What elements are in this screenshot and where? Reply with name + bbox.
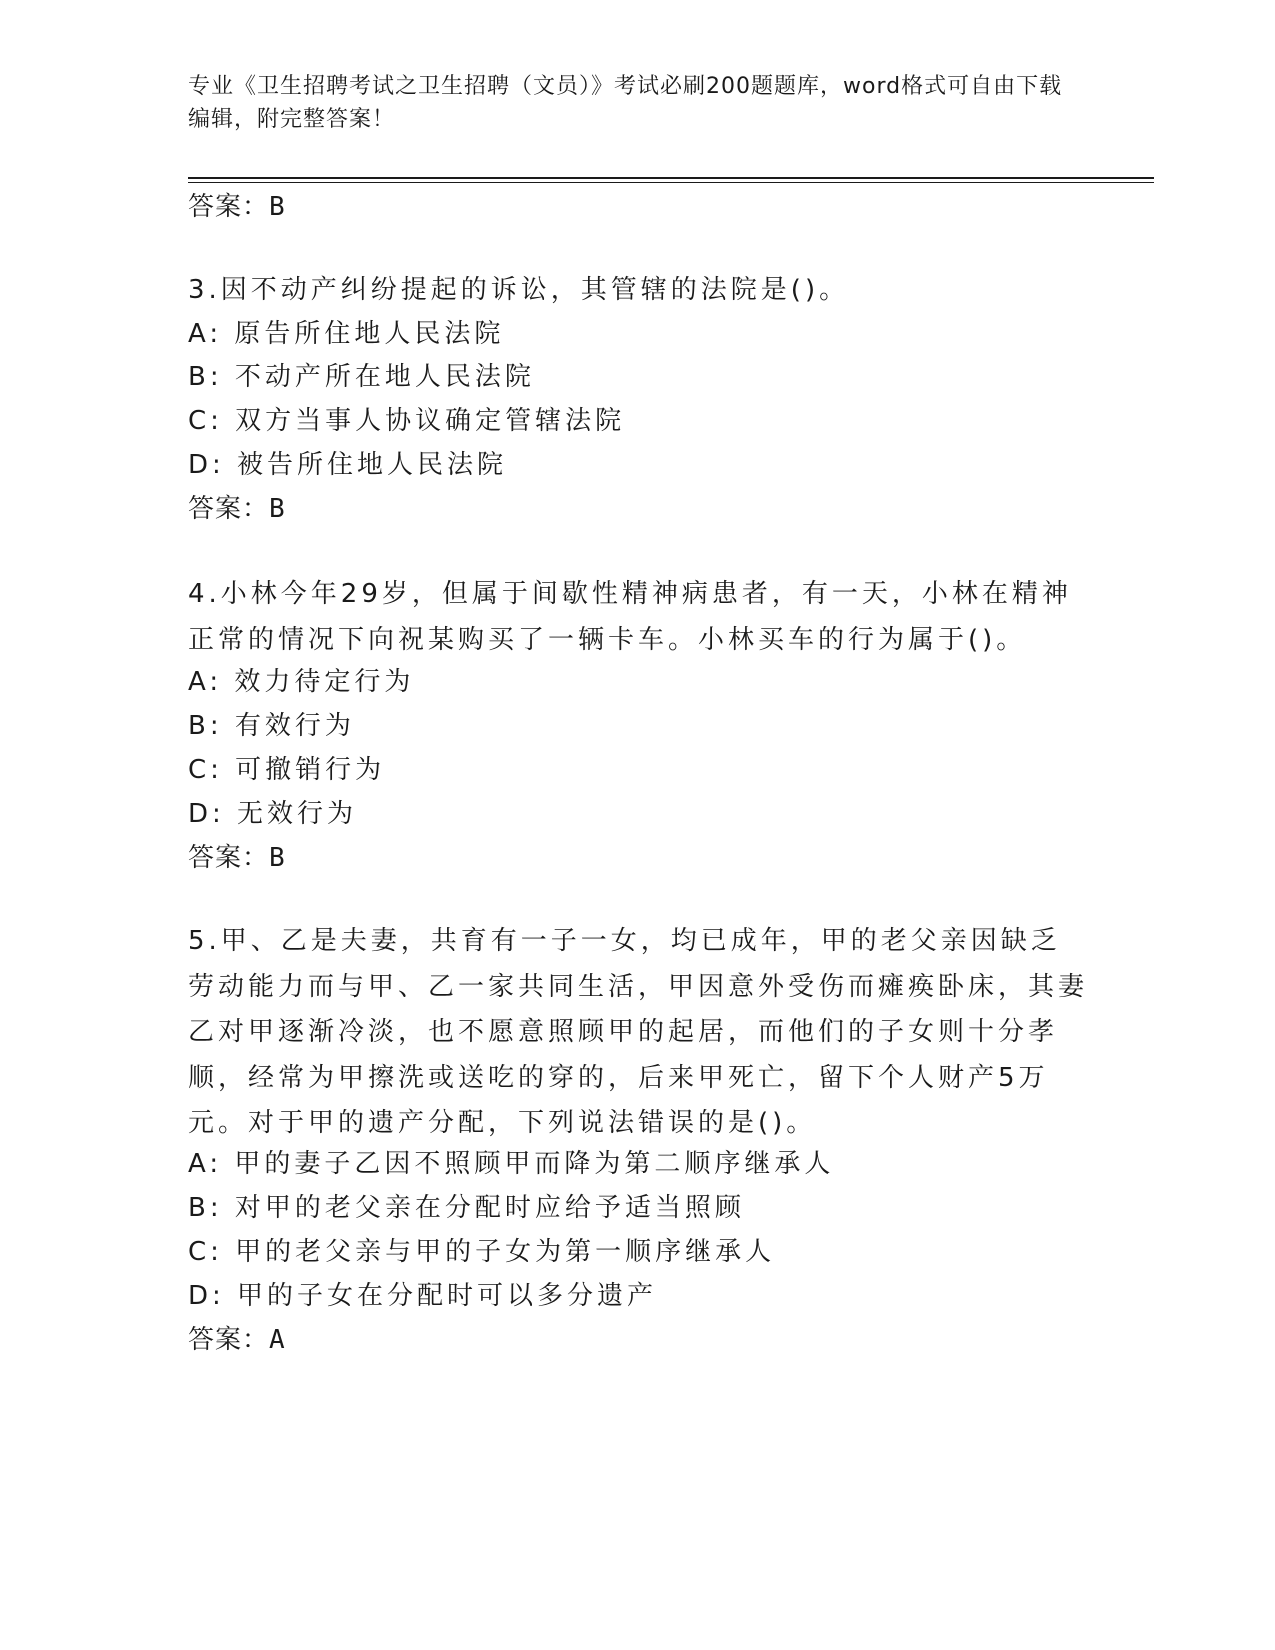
option-c: C: 双方当事人协议确定管辖法院 (188, 406, 626, 436)
option-d: D: 被告所住地人民法院 (188, 450, 508, 480)
answer-line (188, 842, 286, 874)
header-divider-thick (188, 177, 1154, 179)
question-stem: 5.甲、乙是夫妻，共育有一子一女，均已成年，甲的老父亲因缺乏劳动能力而与甲、乙一家共同生活，甲因意外受伤而瘫痪卧床，其妻乙对甲逐渐冷淡，也不愿意照顾甲的起居，而他们的子女则十分孝顺，经常为甲擦洗或送吃的穿的，后来甲死亡，留下个人财产5万元。对于甲的遗产分配，下列说法错误的是()。 (188, 926, 1089, 1138)
answer-value: B (269, 192, 286, 222)
option-b: B: 对甲的老父亲在分配时应给予适当照顾 (188, 1193, 745, 1223)
answer-value: A (269, 1325, 286, 1355)
option-d: D: 无效行为 (188, 799, 358, 829)
option-a: A: 原告所住地人民法院 (188, 319, 505, 349)
option-a: A: 甲的妻子乙因不照顾甲而降为第二顺序继承人 (188, 1149, 835, 1179)
option-c: C: 甲的老父亲与甲的子女为第一顺序继承人 (188, 1237, 776, 1267)
question-stem: 3.因不动产纠纷提起的诉讼，其管辖的法院是()。 (188, 275, 850, 305)
answer-value: B (269, 494, 286, 524)
option-d: D: 甲的子女在分配时可以多分遗产 (188, 1281, 658, 1311)
option-c: C: 可撤销行为 (188, 755, 386, 785)
answer-line (188, 191, 286, 223)
question-stem: 4.小林今年29岁，但属于间歇性精神病患者，有一天，小林在精神正常的情况下向祝某购买了一辆卡车。小林买车的行为属于()。 (188, 579, 1072, 655)
answer-label: 答案： (188, 1325, 270, 1355)
answer-line (188, 493, 286, 525)
answer-label: 答案： (188, 192, 270, 222)
document-header: 专业《卫生招聘考试之卫生招聘（文员）》考试必刷200题题库，word格式可自由下载编辑，附完整答案！ (188, 74, 1063, 132)
option-b: B: 有效行为 (188, 711, 355, 741)
header-divider-thin (188, 182, 1154, 183)
option-a: A: 效力待定行为 (188, 667, 415, 697)
answer-value: B (269, 843, 286, 873)
option-b: B: 不动产所在地人民法院 (188, 362, 535, 392)
answer-line (188, 1324, 286, 1356)
answer-label: 答案： (188, 843, 270, 873)
answer-label: 答案： (188, 494, 270, 524)
